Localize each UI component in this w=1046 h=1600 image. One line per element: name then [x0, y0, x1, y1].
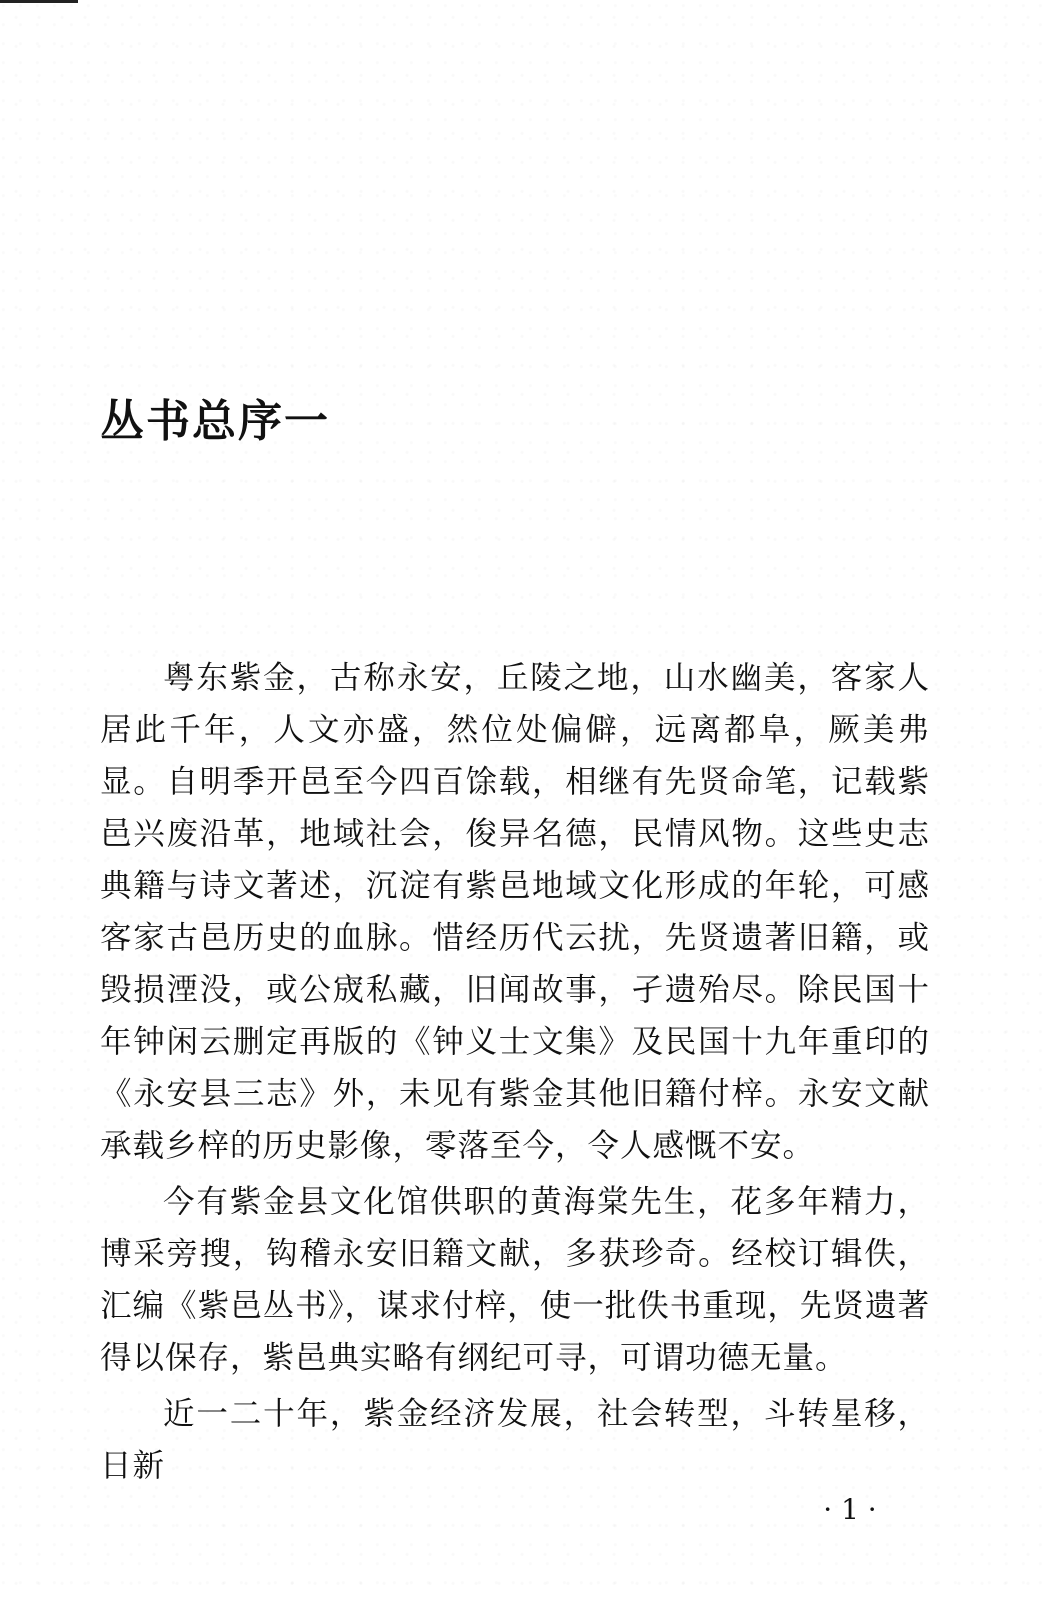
paragraph: 今有紫金县文化馆供职的黄海棠先生，花多年精力，博采旁搜，钩稽永安旧籍文献，多获珍奇。经校订辑佚，汇编《紫邑丛书》，谋求付梓，使一批佚书重现，先贤遗著得以保存，紫邑典实略有纲纪可寻，可谓功德无量。 [100, 1184, 930, 1376]
paragraph: 近一二十年，紫金经济发展，社会转型，斗转星移，日新 [100, 1396, 930, 1484]
body-text [100, 652, 930, 1496]
page-number: · 1 · [823, 1493, 877, 1526]
page-title: 丛书总序一 [100, 396, 330, 447]
scan-edge-mark [0, 0, 78, 3]
paragraph: 粤东紫金，古称永安，丘陵之地，山水幽美，客家人居此千年，人文亦盛，然位处偏僻，远离都阜，厥美弗显。自明季开邑至今四百馀载，相继有先贤命笔，记载紫邑兴废沿革，地域社会，俊异名德，民情风物。这些史志典籍与诗文著述，沉淀有紫邑地域文化形成的年轮，可感客家古邑历史的血脉。惜经历代云扰，先贤遗著旧籍，或毁损湮没，或公宬私藏，旧闻故事，孑遗殆尽。除民国十年钟闲云删定再版的《钟义士文集》及民国十九年重印的《永安县三志》外，未见有紫金其他旧籍付梓。永安文献承载乡梓的历史影像，零落至今，令人感慨不安。 [100, 660, 930, 1164]
